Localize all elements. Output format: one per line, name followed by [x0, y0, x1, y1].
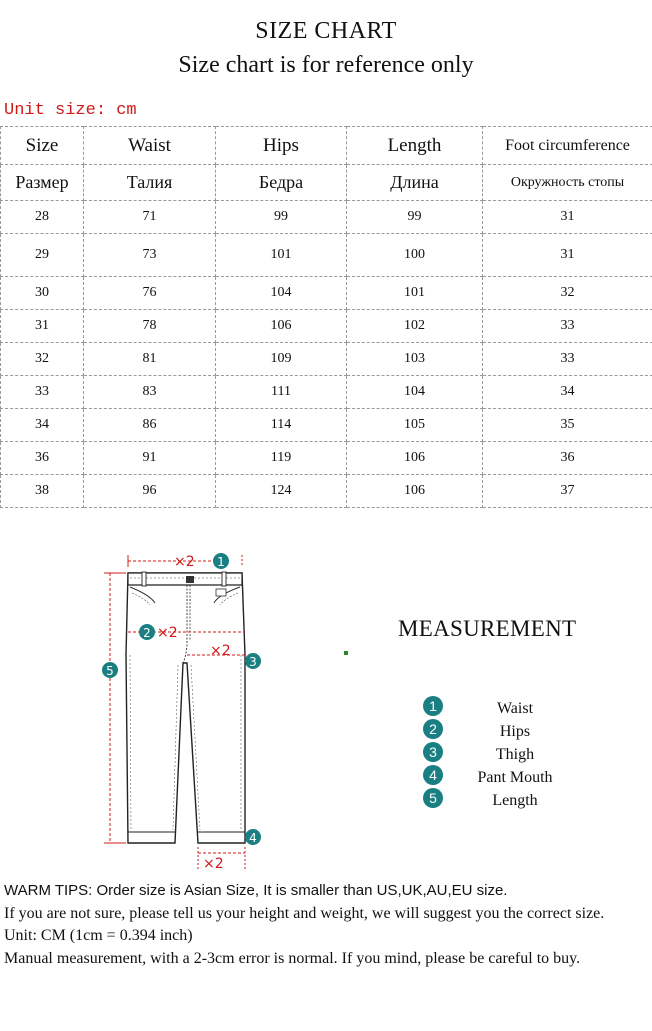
table-cell: 109 [216, 343, 347, 376]
header-cell: Hips [216, 127, 347, 165]
pants-outline [126, 573, 245, 843]
table-cell: 101 [347, 277, 483, 310]
table-cell: 35 [483, 409, 652, 442]
table-row [1, 475, 652, 508]
marker-2-label: 2 [143, 626, 151, 640]
table-cell: 100 [347, 234, 483, 277]
table-row [1, 310, 652, 343]
tip-line: Unit: CM (1cm = 0.394 inch) [4, 927, 193, 944]
table-cell: 30 [1, 277, 84, 310]
list-item [420, 742, 620, 765]
table-cell: 33 [1, 376, 84, 409]
table-cell: 106 [347, 475, 483, 508]
table-cell: 106 [216, 310, 347, 343]
table-cell: 104 [347, 376, 483, 409]
table-cell: 81 [84, 343, 216, 376]
table-row [1, 343, 652, 376]
marker-1-label: 1 [217, 555, 225, 569]
header-cell: Size [1, 127, 84, 165]
table-cell: 105 [347, 409, 483, 442]
table-cell: 103 [347, 343, 483, 376]
table-cell: 99 [347, 201, 483, 234]
table-cell: 111 [216, 376, 347, 409]
table-cell: 32 [483, 277, 652, 310]
table-cell: 78 [84, 310, 216, 343]
table-cell: 33 [483, 343, 652, 376]
table-cell: 96 [84, 475, 216, 508]
header-cell: Размер [1, 165, 84, 201]
legend-label-thigh: Thigh [495, 746, 535, 763]
table-cell: 106 [347, 442, 483, 475]
table-row [1, 201, 652, 234]
marker-4-icon: 4 [423, 765, 443, 785]
marker-2-icon: 2 [423, 719, 443, 739]
decorative-mark [344, 651, 348, 655]
marker-3-icon: 3 [423, 742, 443, 762]
table-cell: 119 [216, 442, 347, 475]
table-row [1, 442, 652, 475]
list-item [420, 719, 620, 742]
legend-label-waist: Waist [496, 700, 534, 717]
table-row [1, 409, 652, 442]
button [186, 576, 194, 583]
table-cell: 38 [1, 475, 84, 508]
table-cell: 86 [84, 409, 216, 442]
header-cell: Талия [84, 165, 216, 201]
list-item [420, 765, 620, 788]
table-cell: 31 [483, 201, 652, 234]
marker-5-label: 5 [106, 664, 114, 678]
header-cell: Waist [84, 127, 216, 165]
legend-label-hips: Hips [499, 723, 531, 740]
table-cell: 124 [216, 475, 347, 508]
table-cell: 114 [216, 409, 347, 442]
table-row [1, 234, 652, 277]
table-cell: 91 [84, 442, 216, 475]
table-cell: 73 [84, 234, 216, 277]
table-cell: 28 [1, 201, 84, 234]
measurement-legend [420, 696, 620, 811]
header-cell: Бедра [216, 165, 347, 201]
pants-diagram [90, 545, 280, 875]
table-cell: 37 [483, 475, 652, 508]
table-cell: 71 [84, 201, 216, 234]
table-row [1, 376, 652, 409]
table-cell: 83 [84, 376, 216, 409]
tip-line: If you are not sure, please tell us your height and weight, we will suggest you the correct size. [4, 904, 605, 922]
table-cell: 32 [1, 343, 84, 376]
measurement-title: MEASUREMENT [398, 616, 577, 641]
legend-label-pant-mouth: Pant Mouth [477, 769, 553, 786]
multiplier-thigh: ×2 [210, 643, 231, 659]
table-cell: 33 [483, 310, 652, 343]
legend-label-length: Length [492, 792, 538, 809]
table-cell: 31 [483, 234, 652, 277]
header-cell: Length [347, 127, 483, 165]
header-row-en [1, 127, 652, 165]
page-subtitle: Size chart is for reference only [178, 52, 474, 78]
list-item [420, 788, 620, 811]
marker-4-label: 4 [249, 831, 257, 845]
table-cell: 104 [216, 277, 347, 310]
table-cell: 102 [347, 310, 483, 343]
marker-3-label: 3 [249, 655, 257, 669]
unit-label: Unit size: cm [4, 101, 137, 120]
table-cell: 36 [483, 442, 652, 475]
page-title: SIZE CHART [255, 18, 397, 44]
size-chart-table [0, 126, 652, 508]
multiplier-pant-mouth: ×2 [203, 856, 224, 872]
list-item [420, 696, 620, 719]
tip-line: Manual measurement, with a 2-3cm error is normal. If you mind, please be careful to buy. [4, 949, 581, 967]
marker-5-icon: 5 [423, 788, 443, 808]
table-cell: 31 [1, 310, 84, 343]
table-cell: 99 [216, 201, 347, 234]
warm-tips [4, 880, 650, 970]
table-cell: 29 [1, 234, 84, 277]
table-cell: 36 [1, 442, 84, 475]
table-cell: 101 [216, 234, 347, 277]
table-cell: 76 [84, 277, 216, 310]
multiplier-waist: ×2 [174, 554, 195, 570]
marker-1-icon: 1 [423, 696, 443, 716]
multiplier-hips: ×2 [157, 625, 178, 641]
header-cell: Окружность стопы [483, 165, 652, 201]
table-cell: 34 [1, 409, 84, 442]
table-row [1, 277, 652, 310]
header-row-ru [1, 165, 652, 201]
table-cell: 34 [483, 376, 652, 409]
tip-line: WARM TIPS: Order size is Asian Size, It is smaller than US,UK,AU,EU size. [4, 882, 508, 899]
header-cell: Foot circumference [483, 127, 652, 165]
header-cell: Длина [347, 165, 483, 201]
